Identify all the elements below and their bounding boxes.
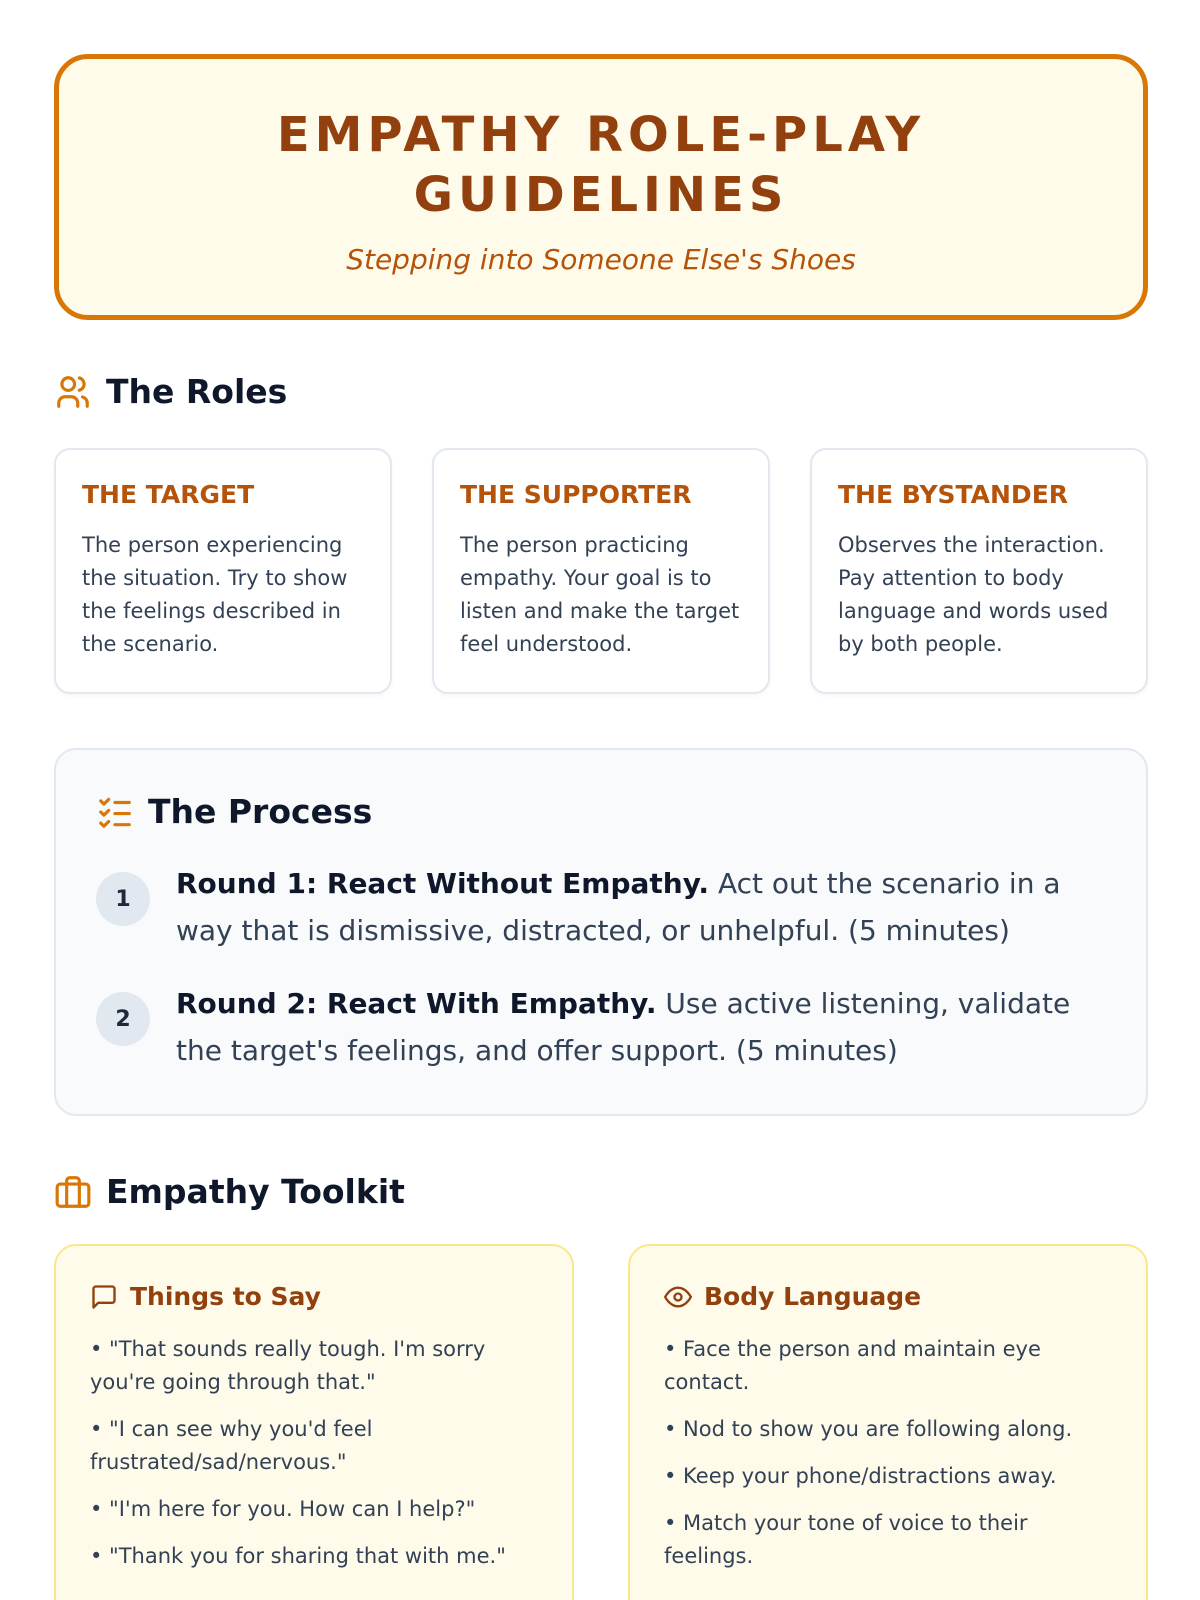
step-label: Round 2: React With Empathy. bbox=[176, 987, 657, 1020]
role-card-desc: The person practicing empathy. Your goal is to listen and make the target feel understood. bbox=[460, 533, 740, 656]
process-title-text: The Process bbox=[148, 792, 373, 831]
page-title-line2: GUIDELINES bbox=[413, 167, 789, 223]
roles-title-text: The Roles bbox=[106, 372, 288, 411]
process-step bbox=[96, 860, 1106, 954]
step-text bbox=[176, 860, 1106, 954]
step-label: Round 1: React Without Empathy. bbox=[176, 867, 710, 900]
list-item: • "I'm here for you. How can I help?" bbox=[90, 1497, 476, 1521]
process-section-title bbox=[96, 792, 372, 831]
list-item: • "Thank you for sharing that with me." bbox=[90, 1544, 506, 1568]
process-step bbox=[96, 980, 1106, 1074]
toolkit-section-title bbox=[54, 1172, 405, 1211]
checklist-icon bbox=[96, 793, 134, 831]
role-card-title: THE SUPPORTER bbox=[460, 480, 692, 509]
page-title bbox=[59, 105, 1143, 225]
page-subtitle: Stepping into Someone Else's Shoes bbox=[346, 243, 856, 276]
step-description: Act out the scenario in a way that is dismissive, distracted, or unhelpful. (5 minutes) bbox=[176, 867, 1061, 947]
role-card-supporter bbox=[432, 448, 770, 694]
page-title-line1: EMPATHY ROLE-PLAY bbox=[276, 107, 926, 163]
list-item: • Face the person and maintain eye contact. bbox=[664, 1337, 1041, 1394]
roles-section-title bbox=[54, 372, 287, 411]
process-panel bbox=[54, 748, 1148, 1116]
things-to-say-list bbox=[90, 1333, 538, 1573]
role-card-desc: Observes the interaction. Pay attention to body language and words used by both people. bbox=[838, 533, 1109, 656]
header-banner bbox=[54, 54, 1148, 320]
message-square-icon bbox=[90, 1283, 118, 1311]
step-description: Use active listening, validate the target's feelings, and offer support. (5 minutes) bbox=[176, 987, 1071, 1067]
body-language-title-text: Body Language bbox=[704, 1282, 922, 1311]
body-language-card bbox=[628, 1244, 1148, 1600]
step-number: 1 bbox=[96, 872, 150, 926]
things-to-say-title-text: Things to Say bbox=[130, 1282, 321, 1311]
users-icon bbox=[54, 373, 92, 411]
body-language-title bbox=[664, 1282, 1112, 1311]
toolkit-title-text: Empathy Toolkit bbox=[106, 1172, 405, 1211]
list-item: • "I can see why you'd feel frustrated/sad/nervous." bbox=[90, 1417, 373, 1474]
step-number: 2 bbox=[96, 992, 150, 1046]
things-to-say-card bbox=[54, 1244, 574, 1600]
body-language-list bbox=[664, 1333, 1112, 1573]
step-text bbox=[176, 980, 1106, 1074]
role-card-title: THE TARGET bbox=[82, 480, 255, 509]
eye-icon bbox=[664, 1283, 692, 1311]
list-item: • Keep your phone/distractions away. bbox=[664, 1464, 1057, 1488]
briefcase-icon bbox=[54, 1173, 92, 1211]
list-item: • Nod to show you are following along. bbox=[664, 1417, 1073, 1441]
role-card-target bbox=[54, 448, 392, 694]
role-card-desc: The person experiencing the situation. Try to show the feelings described in the scenario. bbox=[82, 533, 348, 656]
role-card-bystander bbox=[810, 448, 1148, 694]
things-to-say-title bbox=[90, 1282, 538, 1311]
list-item: • Match your tone of voice to their feelings. bbox=[664, 1511, 1028, 1568]
list-item: • "That sounds really tough. I'm sorry you're going through that." bbox=[90, 1337, 486, 1394]
role-card-title: THE BYSTANDER bbox=[838, 480, 1069, 509]
